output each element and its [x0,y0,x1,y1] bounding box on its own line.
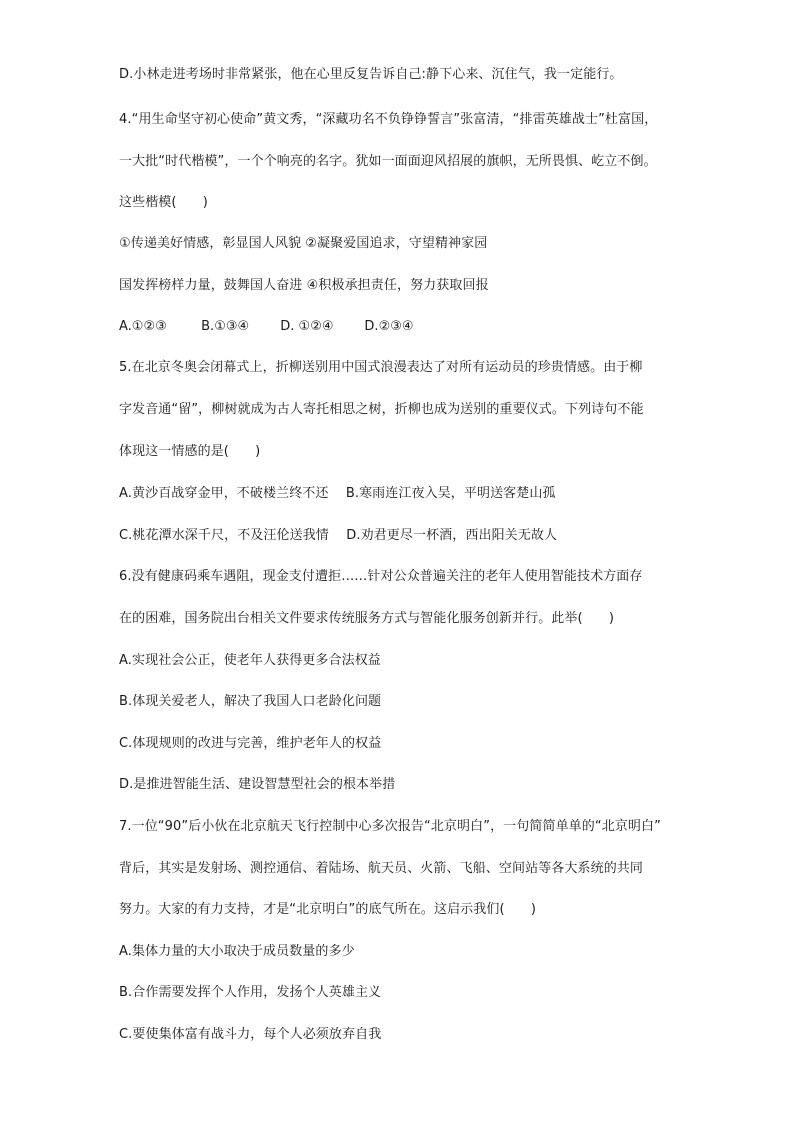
q5-stem-line-3: 体现这一情感的是( ) [119,444,261,459]
q7-stem-line-3: 努力。大家的有力支持，才是“北京明白”的底气所在。这启示我们( ) [119,902,537,917]
q6-option-d: D.是推进智能生活、建设智慧型社会的根本举措 [119,777,396,792]
q7-option-c: C.要使集体富有战斗力，每个人必须放弃自我 [119,1027,382,1042]
q4-options [119,318,414,336]
q6-option-a: A.实现社会公正，使老年人获得更多合法权益 [119,653,381,668]
q4-option-a: A.①②③ [119,319,167,334]
q5-stem-line-1: 5.在北京冬奥会闭幕式上，折柳送别用中国式浪漫表达了对所有运动员的珍贵情感。由于柳 [119,360,643,375]
q4-stem-line-1: 4.“用生命坚守初心使命”黄文秀，“深藏功名不负铮铮誓言”张富清，“排雷英雄战士”杜富国， [119,112,658,127]
q6-stem-line-1: 6.没有健康码乘车遇阻，现金支付遭拒……针对公众普遍关注的老年人使用智能技术方面存 [119,569,643,584]
q4-option-b: B.①③④ [201,319,250,334]
q4-option-d: D.②③④ [364,319,414,334]
q5-stem-line-2: 字发音通“留”，柳树就成为古人寄托相思之树，折柳也成为送别的重要仪式。下列诗句不能 [119,402,644,417]
q3-option-d: D.小林走进考场时非常紧张，他在心里反复告诉自己:静下心来、沉住气，我一定能行。 [119,67,623,82]
q4-option-c: D. ①②④ [280,319,334,334]
q4-stem-line-2: 一大批“时代楷模”，一个个响亮的名字。犹如一面面迎风招展的旗帜，无所畏惧、屹立不倒。 [119,154,657,169]
q6-stem-line-2: 在的困难，国务院出台相关文件要求传统服务方式与智能化服务创新并行。此举( ) [119,611,615,626]
q7-option-b: B.合作需要发挥个人作用，发扬个人英雄主义 [119,985,382,1000]
q6-option-c: C.体现规则的改进与完善，维护老年人的权益 [119,736,382,751]
q5-options-a-b: A.黄沙百战穿金甲，不破楼兰终不还 B.寒雨连江夜入吴，平明送客楚山孤 [119,486,556,501]
q4-statements-1-2: ①传递美好情感，彰显国人风貌 ②凝聚爱国追求，守望精神家园 [119,236,488,251]
q7-stem-line-1: 7.一位“90”后小伙在北京航天飞行控制中心多次报告“北京明白”，一句简简单单的“北京明白” [119,819,661,834]
q4-stem-line-3: 这些楷模( ) [119,195,208,210]
q7-option-a: A.集体力量的大小取决于成员数量的多少 [119,944,355,959]
q6-option-b: B.体现关爱老人，解决了我国人口老龄化问题 [119,694,382,709]
q4-statements-3-4: 国发挥榜样力量，鼓舞国人奋进 ④积极承担责任，努力获取回报 [119,278,489,293]
q7-stem-line-2: 背后，其实是发射场、测控通信、着陆场、航天员、火箭、飞船、空间站等各大系统的共同 [119,861,644,876]
q5-options-c-d: C.桃花潭水深千尺，不及汪伦送我情 D.劝君更尽一杯酒，西出阳关无故人 [119,528,558,543]
